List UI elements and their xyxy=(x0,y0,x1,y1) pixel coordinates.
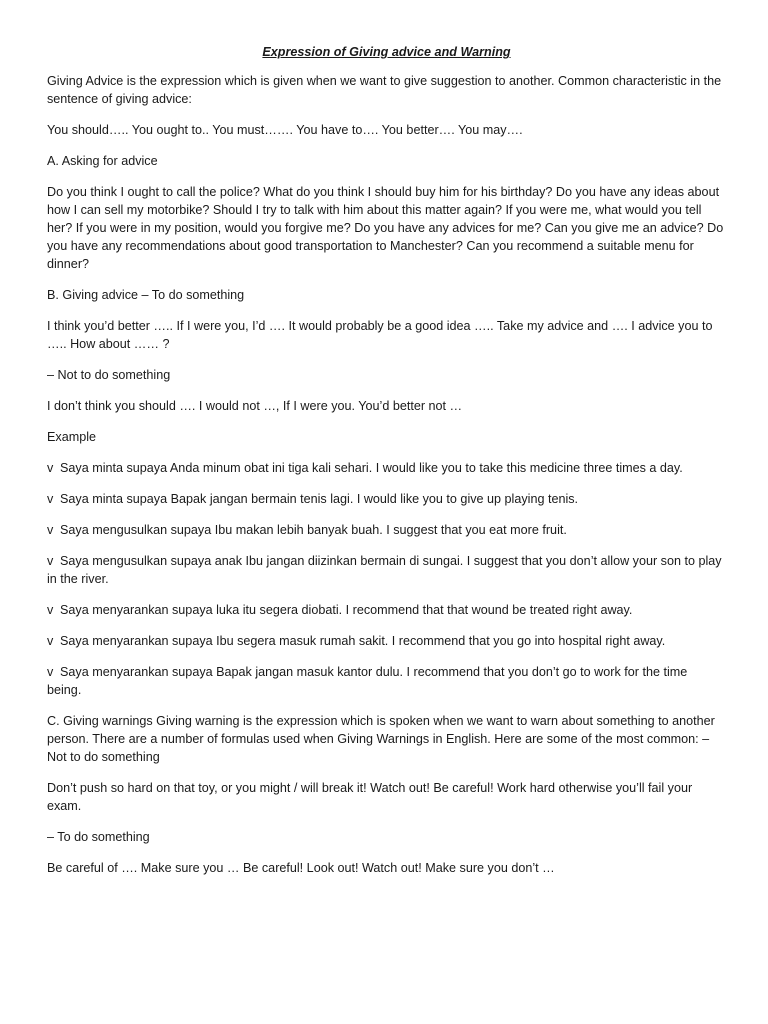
bullet-marker: v xyxy=(47,634,54,648)
document-title: Expression of Giving advice and Warning xyxy=(262,45,511,59)
section-c-not-to-do-paragraph: Don’t push so hard on that toy, or you might / will break it! Watch out! Be careful! Work hard otherwise you’ll fail your exam. xyxy=(47,781,693,813)
example-item xyxy=(47,552,724,588)
example-item xyxy=(47,490,724,508)
example-text: Saya menyarankan supaya Bapak jangan masuk kantor dulu. I recommend that you don’t go to work for the time being. xyxy=(47,665,688,697)
section-c-to-do-paragraph: Be careful of …. Make sure you … Be careful! Look out! Watch out! Make sure you don’t … xyxy=(47,861,555,875)
example-heading: Example xyxy=(47,430,96,444)
example-item xyxy=(47,521,724,539)
example-item xyxy=(47,459,724,477)
example-text: Saya menyarankan supaya luka itu segera diobati. I recommend that that wound be treated right away. xyxy=(60,603,633,617)
example-text: Saya mengusulkan supaya Ibu makan lebih banyak buah. I suggest that you eat more fruit. xyxy=(60,523,567,537)
bullet-marker: v xyxy=(47,523,54,537)
example-text: Saya menyarankan supaya Ibu segera masuk rumah sakit. I recommend that you go into hospital right away. xyxy=(60,634,666,648)
section-b-not-to-do-paragraph: I don’t think you should …. I would not …, If I were you. You’d better not … xyxy=(47,399,463,413)
section-b-to-do-paragraph: I think you’d better ….. If I were you, I’d …. It would probably be a good idea ….. Take my advice and …. I advice you to ….. How about …… ? xyxy=(47,319,713,351)
example-item xyxy=(47,601,724,619)
section-a-paragraph: Do you think I ought to call the police? What do you think I should buy him for his birthday? Do you have any ideas about how I can sell my motorbike? Should I try to talk with him about this matter again? If you were me, what would you tell her? If you were in my position, would you forgive me? Do you have any advices for me? Can you give me an advice? Do you have any recommendations about good transportation to Manchester? Can you recommend a suitable menu for dinner? xyxy=(47,185,724,271)
common-forms-paragraph: You should….. You ought to.. You must……. You have to…. You better…. You may…. xyxy=(47,123,523,137)
example-text: Saya mengusulkan supaya anak Ibu jangan diizinkan bermain di sungai. I suggest that you don’t allow your son to play in the river. xyxy=(47,554,722,586)
intro-paragraph: Giving Advice is the expression which is given when we want to give suggestion to another. Common characteristic in the sentence of giving advice: xyxy=(47,74,722,106)
bullet-marker: v xyxy=(47,461,54,475)
bullet-marker: v xyxy=(47,554,54,568)
example-item xyxy=(47,663,724,699)
bullet-marker: v xyxy=(47,603,54,617)
example-item xyxy=(47,632,724,650)
section-b-not-to-do-heading: – Not to do something xyxy=(47,368,171,382)
section-c-paragraph: C. Giving warnings Giving warning is the expression which is spoken when we want to warn about something to another person. There are a number of formulas used when Giving Warnings in English. Here are some of the most common: – Not to do something xyxy=(47,714,715,764)
section-a-heading: A. Asking for advice xyxy=(47,154,158,168)
bullet-marker: v xyxy=(47,665,54,679)
example-text: Saya minta supaya Anda minum obat ini tiga kali sehari. I would like you to take this medicine three times a day. xyxy=(60,461,683,475)
example-text: Saya minta supaya Bapak jangan bermain tenis lagi. I would like you to give up playing tenis. xyxy=(60,492,579,506)
section-b-heading: B. Giving advice – To do something xyxy=(47,288,245,302)
bullet-marker: v xyxy=(47,492,54,506)
section-c-to-do-heading: – To do something xyxy=(47,830,150,844)
